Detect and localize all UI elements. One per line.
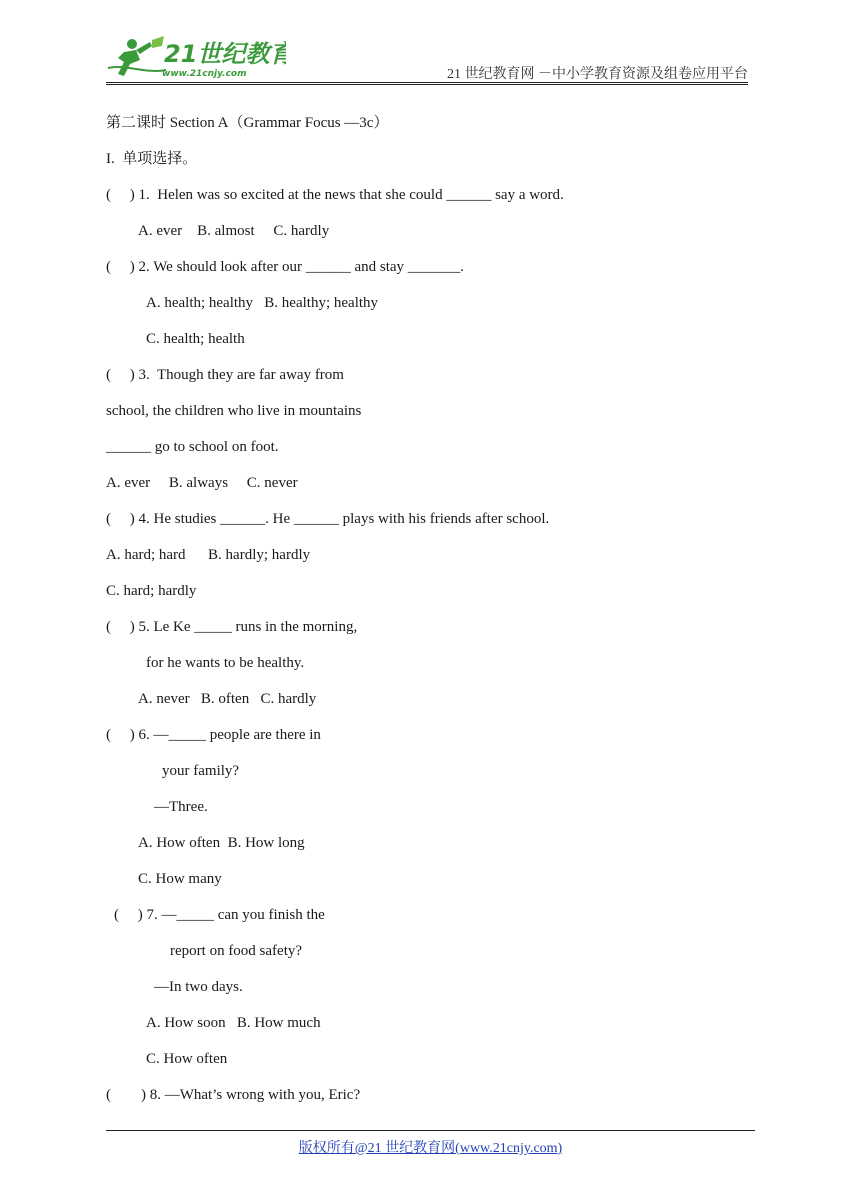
header-divider	[106, 82, 748, 83]
question-8: ( ) 8. —What’s wrong with you, Eric?	[106, 1087, 361, 1103]
question-3-cont-1: school, the children who live in mountains	[106, 403, 362, 419]
question-2: ( ) 2. We should look after our ______ and stay _______.	[106, 259, 465, 275]
question-7-options-a: A. How soon B. How much	[146, 1015, 321, 1031]
question-2-options-a: A. health; healthy B. healthy; healthy	[146, 295, 379, 311]
footer-divider	[106, 1130, 755, 1131]
footer-copyright-link[interactable]: 版权所有@21 世纪教育网(www.21cnjy.com)	[298, 1141, 563, 1156]
question-7-options-b: C. How often	[146, 1051, 228, 1067]
question-4-options-b: C. hard; hardly	[106, 583, 197, 599]
question-6-answer: —Three.	[154, 799, 208, 815]
question-4: ( ) 4. He studies ______. He ______ plays with his friends after school.	[106, 511, 550, 527]
logo-title: 21世纪教育	[164, 40, 286, 68]
question-3-options: A. ever B. always C. never	[106, 475, 298, 491]
header-brand-text: 21 世纪教育网 －中小学教育资源及组卷应用平台	[447, 67, 748, 82]
question-2-options-b: C. health; health	[146, 331, 245, 347]
question-4-options-a: A. hard; hard B. hardly; hardly	[106, 547, 311, 563]
site-logo	[106, 34, 286, 80]
question-6-options-a: A. How often B. How long	[138, 835, 305, 851]
question-1-options: A. ever B. almost C. hardly	[138, 223, 330, 239]
question-5: ( ) 5. Le Ke _____ runs in the morning,	[106, 619, 358, 635]
question-7-cont: report on food safety?	[170, 943, 303, 959]
question-6-cont: your family?	[162, 763, 240, 779]
question-3-cont-2: ______ go to school on foot.	[106, 439, 279, 455]
logo-url: www.21cnjy.com	[162, 69, 247, 79]
question-6-options-b: C. How many	[138, 871, 222, 887]
question-1: ( ) 1. Helen was so excited at the news that she could ______ say a word.	[106, 187, 564, 203]
question-7-answer: —In two days.	[154, 979, 243, 995]
section-heading: I. 单项选择。	[106, 151, 198, 167]
logo-runner-icon	[106, 34, 286, 80]
question-7: ( ) 7. —_____ can you finish the	[114, 907, 325, 923]
question-5-cont: for he wants to be healthy.	[146, 655, 305, 671]
question-5-options: A. never B. often C. hardly	[138, 691, 317, 707]
header-divider-secondary	[106, 84, 748, 85]
question-3: ( ) 3. Though they are far away from	[106, 367, 344, 383]
question-6: ( ) 6. —_____ people are there in	[106, 727, 321, 743]
lesson-title: 第二课时 Section A（Grammar Focus —3c）	[106, 115, 389, 131]
